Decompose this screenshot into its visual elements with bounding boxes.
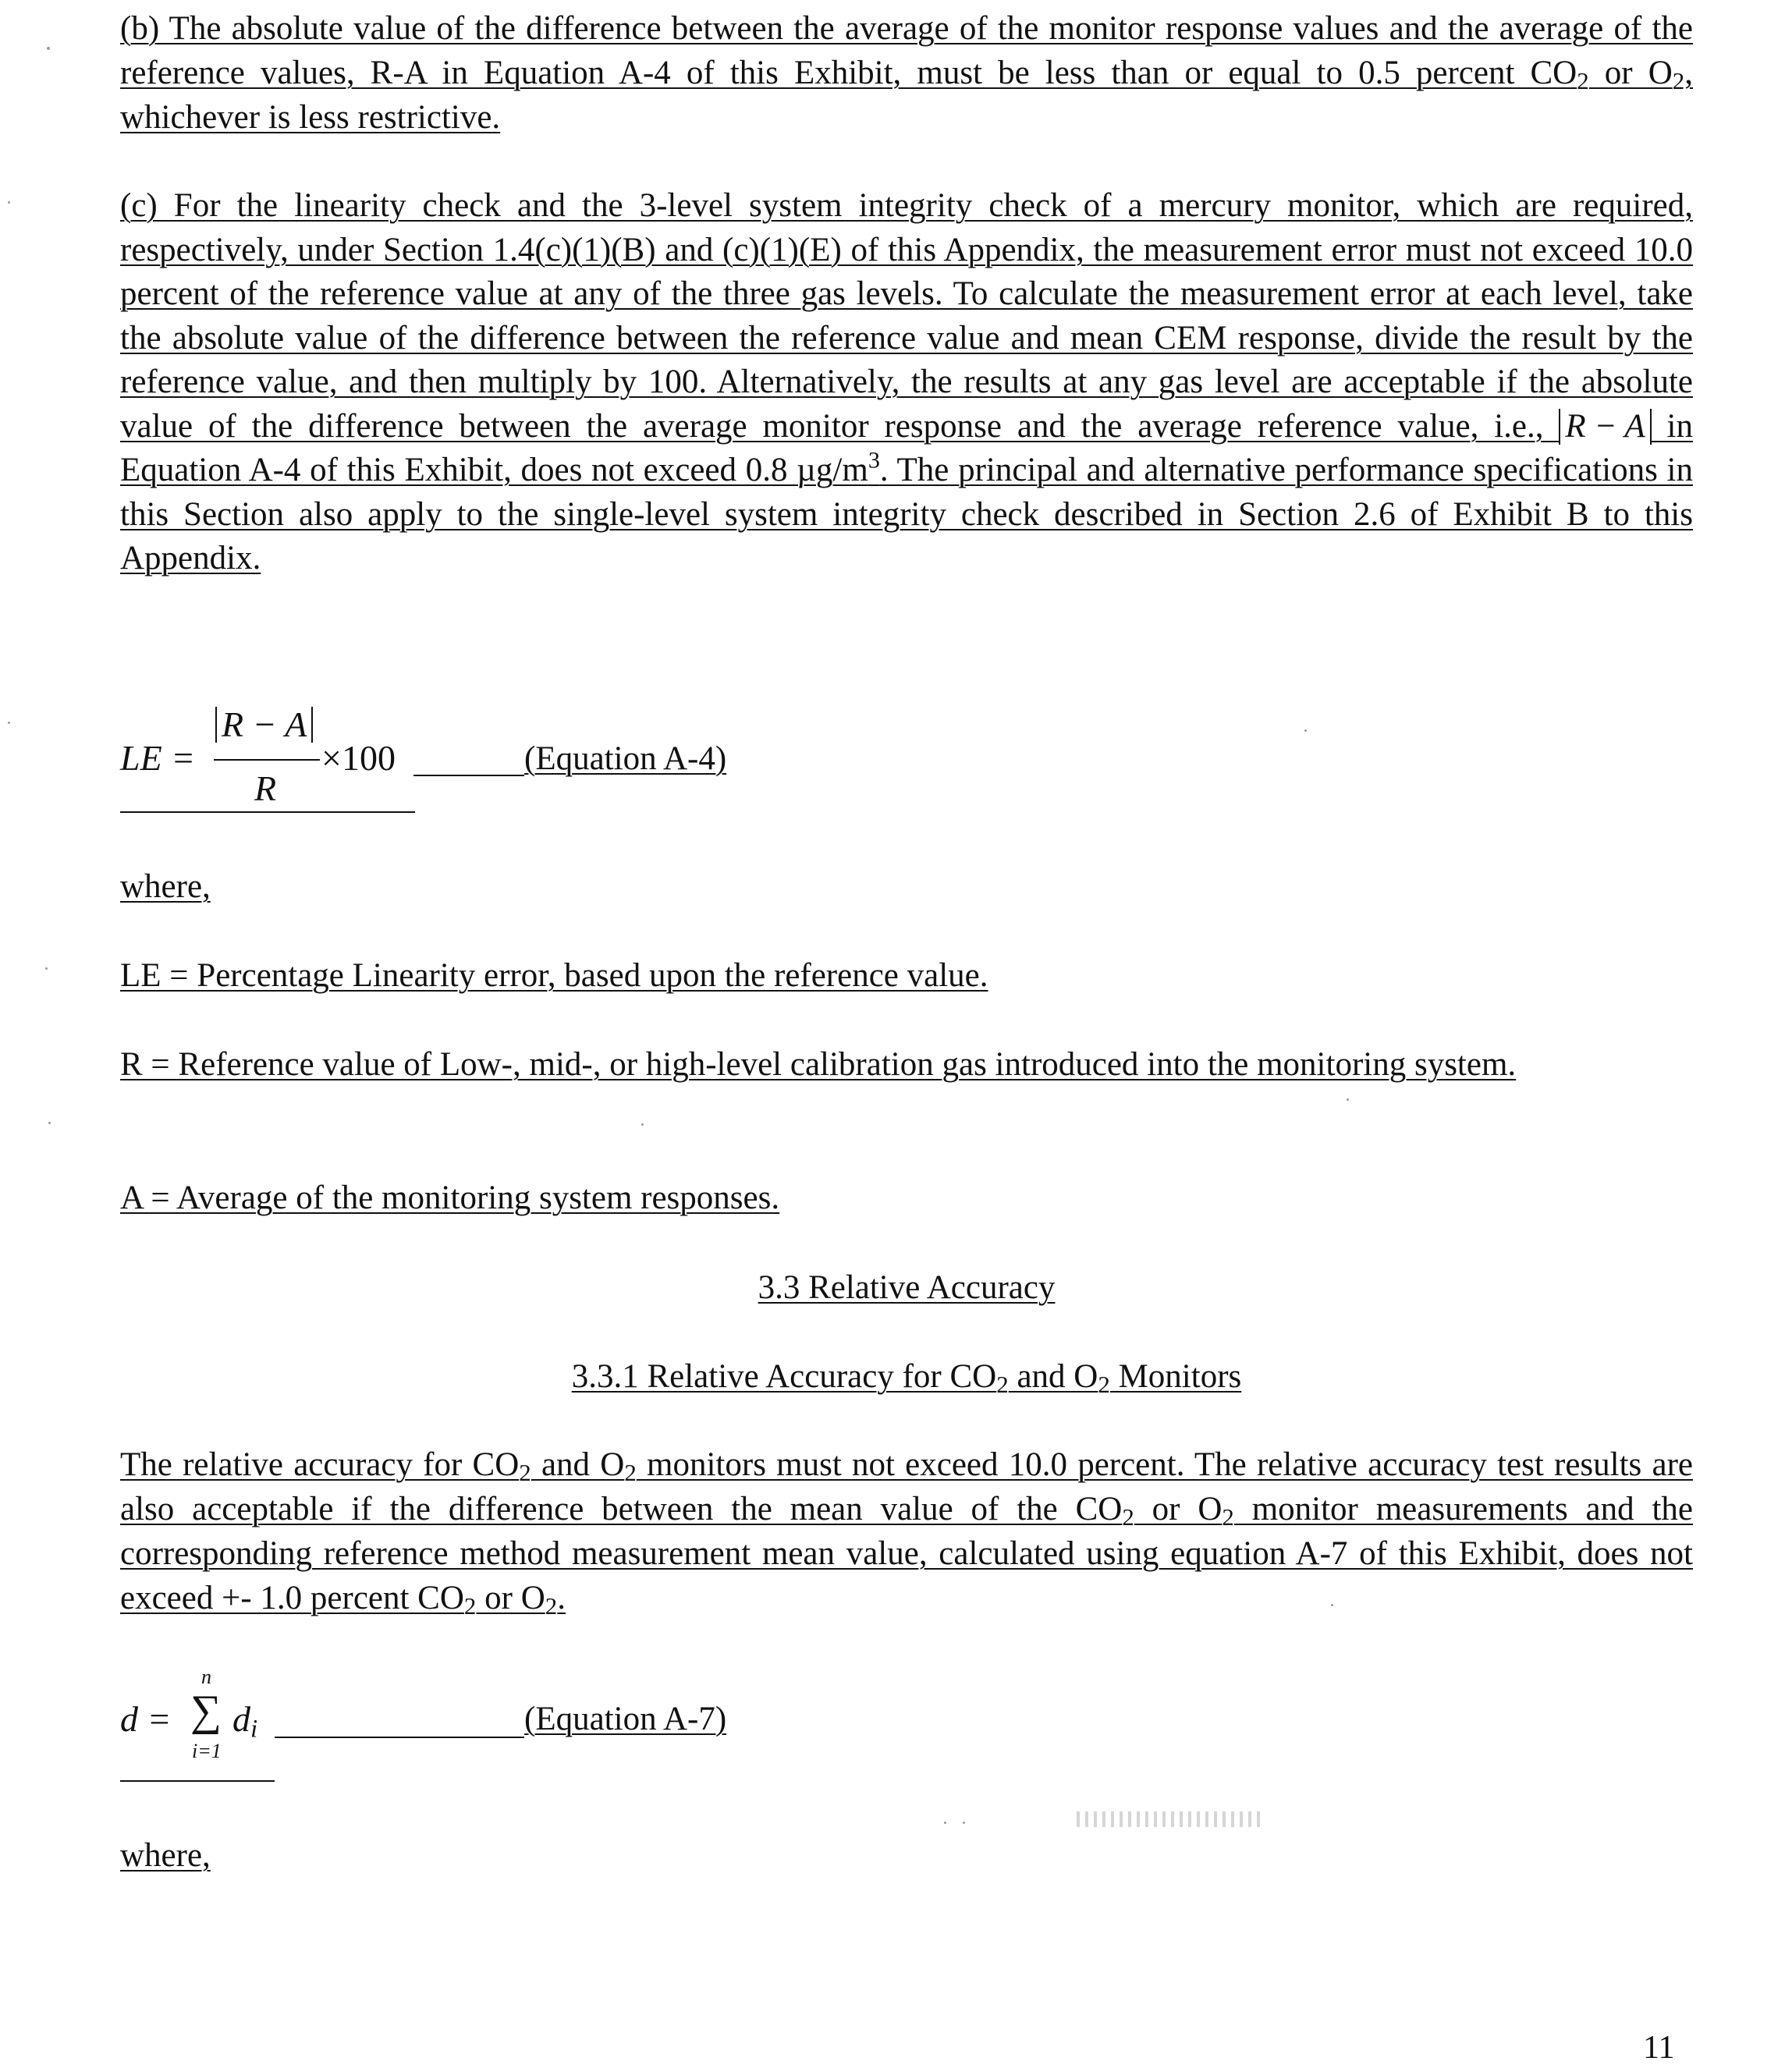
definition-r: R = Reference value of Low-, mid-, or high-level calibration gas introduced into the monitoring system. (120, 1046, 1517, 1083)
eq-a7-label: (Equation A-7) (524, 1701, 727, 1737)
eq-a7-lower-limit: i=1 (192, 1740, 222, 1762)
where-label-1: where, (120, 868, 211, 905)
eq-a4-blank-line (413, 775, 524, 776)
heading-3-3: 3.3 Relative Accuracy (758, 1269, 1056, 1306)
inline-abs-formula: R − A (1559, 409, 1651, 445)
eq-a7-lhs: d = (120, 1699, 172, 1739)
eq-a7-term: $d_i$ (232, 1699, 258, 1744)
eq-a7-sigma: ∑ (190, 1687, 222, 1735)
paragraph-b: (b) The absolute value of the difference between the average of the monitor response values and the average of the reference values, R-A in Equation A-4 of this Exhibit, must be less than or equal to 0.5 percent $CO_2$ or $O_2$, whichever is less restrictive. (120, 10, 1693, 136)
eq-a7-upper-limit: n (201, 1666, 211, 1688)
eq-a4-numerator: R − A (215, 702, 313, 747)
eq-a4-label: (Equation A-4) (524, 740, 727, 777)
heading-3-3-1: 3.3.1 Relative Accuracy for $CO_2$ and $O_2$ Monitors (571, 1358, 1242, 1398)
eq-a4-fraction-bar (214, 759, 320, 761)
where-label-2: where, (120, 1837, 211, 1874)
eq-a4-denominator: R (254, 768, 277, 808)
definition-a: A = Average of the monitoring system responses. (120, 1180, 780, 1216)
page-number: 11 (1643, 2030, 1675, 2066)
eq-a4-lhs: LE = (120, 738, 196, 778)
eq-a4-underline (120, 811, 415, 813)
eq-a4-times: ×100 (321, 738, 396, 778)
eq-a7-blank-line (275, 1737, 524, 1738)
paragraph-c: (c) For the linearity check and the 3-level system integrity check of a mercury monitor, which are required, respectively, under Section 1.4(c)(1)(B) and (c)(1)(E) of this Appendix, the measurement error must not exceed 10.0 percent of the reference value at any of the three gas levels. To calculate the measurement error at each level, take the absolute value of the difference between the reference value and mean CEM response, divide the result by the reference value, and then multiply by 100. Alternatively, the results at any gas level are acceptable if the absolute value of the difference between the average monitor response and the average reference value, i.e., R − A in Equation A-4 of this Exhibit, does not exceed 0.8 $\mu g/m^3$. The principal and alternative performance specifications in this Section also apply to the single-level system integrity check described in Section 2.6 of Exhibit B to this Appendix. (120, 187, 1693, 577)
paragraph-relative-accuracy: The relative accuracy for $CO_2$ and $O_2$ monitors must not exceed 10.0 percent. The relative accuracy test results are also acceptable if the difference between the mean value of the $CO_2$ or $O_2$ monitor measurements and the corresponding reference method measurement mean value, calculated using equation A-7 of this Exhibit, does not exceed +- 1.0 percent $CO_2$ or $O_2$. (120, 1446, 1693, 1620)
eq-a7-underline (120, 1780, 275, 1782)
definition-le: LE = Percentage Linearity error, based upon the reference value. (120, 957, 988, 994)
